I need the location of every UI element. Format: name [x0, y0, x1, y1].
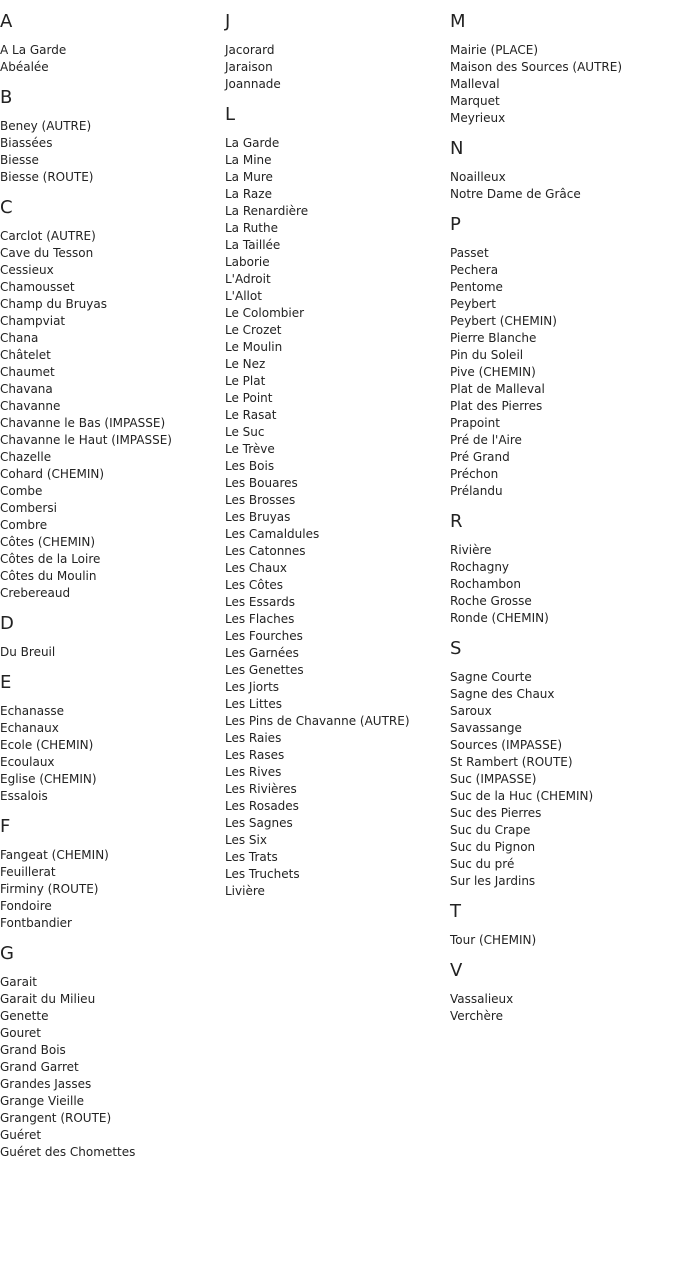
street-link[interactable]: Malleval: [450, 77, 500, 91]
index-section: [450, 137, 665, 203]
street-link[interactable]: Les Pins de Chavanne (AUTRE): [225, 714, 410, 728]
street-link[interactable]: Rochambon: [450, 577, 521, 591]
street-link[interactable]: Rivière: [450, 543, 492, 557]
street-link[interactable]: Le Moulin: [225, 340, 283, 354]
street-link[interactable]: La Garde: [225, 136, 280, 150]
index-column-3: [450, 10, 665, 1035]
street-link[interactable]: Sources (IMPASSE): [450, 738, 563, 752]
street-link[interactable]: Chazelle: [0, 450, 52, 464]
street-list: [0, 703, 215, 805]
street-link[interactable]: Ronde (CHEMIN): [450, 611, 549, 625]
street-link[interactable]: Grand Garret: [0, 1060, 79, 1074]
street-link[interactable]: Biassées: [0, 136, 53, 150]
street-list: [225, 42, 440, 93]
street-link[interactable]: Chaumet: [0, 365, 55, 379]
street-link[interactable]: Echanasse: [0, 704, 64, 718]
street-link[interactable]: Vassalieux: [450, 992, 514, 1006]
street-link[interactable]: Sagne des Chaux: [450, 687, 555, 701]
street-link[interactable]: Grandes Jasses: [0, 1077, 92, 1091]
street-link[interactable]: Ecoulaux: [0, 755, 55, 769]
section-letter-heading: L: [225, 104, 236, 125]
street-link[interactable]: Mairie (PLACE): [450, 43, 539, 57]
index-section: [450, 900, 665, 949]
street-link[interactable]: L'Allot: [225, 289, 262, 303]
street-link[interactable]: Les Bruyas: [225, 510, 291, 524]
street-link[interactable]: Les Rosades: [225, 799, 299, 813]
section-letter-heading: N: [450, 138, 464, 159]
section-letter-heading: J: [225, 11, 231, 32]
section-letter-heading: R: [450, 511, 463, 532]
index-section: [225, 103, 440, 900]
section-letter-heading: F: [0, 816, 11, 837]
street-link[interactable]: Fontbandier: [0, 916, 72, 930]
street-link[interactable]: Joannade: [225, 77, 281, 91]
street-link[interactable]: Pechera: [450, 263, 499, 277]
street-link[interactable]: Combre: [0, 518, 48, 532]
street-link[interactable]: La Ruthe: [225, 221, 278, 235]
section-letter-heading: E: [0, 672, 12, 693]
street-link[interactable]: Grand Bois: [0, 1043, 66, 1057]
street-link[interactable]: Les Trats: [225, 850, 278, 864]
street-list: [0, 118, 215, 186]
street-link[interactable]: Echanaux: [0, 721, 59, 735]
street-link[interactable]: Noailleux: [450, 170, 506, 184]
street-link[interactable]: Jacorard: [225, 43, 275, 57]
street-link[interactable]: Chavanne le Bas (IMPASSE): [0, 416, 166, 430]
street-link[interactable]: Tour (CHEMIN): [450, 933, 537, 947]
street-link[interactable]: Combe: [0, 484, 43, 498]
street-link[interactable]: Beney (AUTRE): [0, 119, 92, 133]
street-link[interactable]: Suc du Pignon: [450, 840, 536, 854]
street-link[interactable]: Les Raies: [225, 731, 282, 745]
street-link[interactable]: Prapoint: [450, 416, 500, 430]
street-link[interactable]: Sagne Courte: [450, 670, 532, 684]
street-link[interactable]: Grangent (ROUTE): [0, 1111, 112, 1125]
street-link[interactable]: Firminy (ROUTE): [0, 882, 99, 896]
street-link[interactable]: La Raze: [225, 187, 272, 201]
street-list: [0, 974, 215, 1161]
street-link[interactable]: Le Crozet: [225, 323, 282, 337]
street-link[interactable]: Suc du Crape: [450, 823, 531, 837]
section-letter-heading: C: [0, 197, 13, 218]
section-letter-heading: A: [0, 11, 13, 32]
street-link[interactable]: Ecole (CHEMIN): [0, 738, 94, 752]
street-link[interactable]: Jaraison: [225, 60, 273, 74]
street-link[interactable]: La Renardière: [225, 204, 309, 218]
section-letter-heading: V: [450, 960, 463, 981]
street-link[interactable]: Les Flaches: [225, 612, 295, 626]
street-link[interactable]: Roche Grosse: [450, 594, 532, 608]
street-list: [450, 932, 665, 949]
street-list: [0, 228, 215, 602]
index-section: [450, 637, 665, 890]
street-link[interactable]: Guéret des Chomettes: [0, 1145, 136, 1159]
street-link[interactable]: Les Littes: [225, 697, 282, 711]
street-link[interactable]: Cave du Tesson: [0, 246, 94, 260]
street-link[interactable]: La Mine: [225, 153, 272, 167]
street-link[interactable]: Savassange: [450, 721, 522, 735]
street-link[interactable]: Livière: [225, 884, 265, 898]
street-link[interactable]: Pré de l'Aire: [450, 433, 522, 447]
street-link[interactable]: Passet: [450, 246, 489, 260]
street-link[interactable]: Grange Vieille: [0, 1094, 85, 1108]
street-link[interactable]: Suc des Pierres: [450, 806, 542, 820]
street-link[interactable]: Meyrieux: [450, 111, 506, 125]
street-link[interactable]: Les Sagnes: [225, 816, 293, 830]
street-link[interactable]: Crebereaud: [0, 586, 71, 600]
street-link[interactable]: Maison des Sources (AUTRE): [450, 60, 623, 74]
street-link[interactable]: Le Nez: [225, 357, 266, 371]
street-link[interactable]: La Taillée: [225, 238, 281, 252]
street-link[interactable]: Les Genettes: [225, 663, 304, 677]
street-link[interactable]: Chavanne le Haut (IMPASSE): [0, 433, 172, 447]
street-link[interactable]: Pin du Soleil: [450, 348, 524, 362]
street-link[interactable]: Pré Grand: [450, 450, 510, 464]
street-list: [450, 991, 665, 1025]
section-letter-heading: G: [0, 943, 14, 964]
street-link[interactable]: Plat des Pierres: [450, 399, 543, 413]
street-link[interactable]: A La Garde: [0, 43, 67, 57]
street-link[interactable]: Les Bois: [225, 459, 275, 473]
street-link[interactable]: Suc du pré: [450, 857, 515, 871]
street-link[interactable]: Suc (IMPASSE): [450, 772, 537, 786]
index-section: [450, 959, 665, 1025]
section-letter-heading: P: [450, 214, 461, 235]
street-link[interactable]: Les Garnées: [225, 646, 299, 660]
street-link[interactable]: Champ du Bruyas: [0, 297, 107, 311]
street-link[interactable]: Combersi: [0, 501, 57, 515]
street-link[interactable]: Suc de la Huc (CHEMIN): [450, 789, 594, 803]
street-link[interactable]: Peybert (CHEMIN): [450, 314, 557, 328]
street-link[interactable]: Garait: [0, 975, 37, 989]
street-link[interactable]: Genette: [0, 1009, 49, 1023]
street-link[interactable]: Les Côtes: [225, 578, 283, 592]
street-link[interactable]: Les Six: [225, 833, 267, 847]
street-link[interactable]: Le Rasat: [225, 408, 277, 422]
street-link[interactable]: Les Camaldules: [225, 527, 320, 541]
index-section: [0, 10, 215, 76]
street-link[interactable]: Guéret: [0, 1128, 42, 1142]
section-letter-heading: D: [0, 613, 14, 634]
street-link[interactable]: L'Adroit: [225, 272, 271, 286]
index-section: [0, 86, 215, 186]
street-link[interactable]: Sur les Jardins: [450, 874, 536, 888]
street-list: [450, 542, 665, 627]
index-section: [225, 10, 440, 93]
street-link[interactable]: Laborie: [225, 255, 270, 269]
street-link[interactable]: Garait du Milieu: [0, 992, 96, 1006]
index-section: [0, 942, 215, 1161]
street-link[interactable]: Pierre Blanche: [450, 331, 537, 345]
street-link[interactable]: Chavana: [0, 382, 53, 396]
street-link[interactable]: Les Truchets: [225, 867, 300, 881]
section-letter-heading: M: [450, 11, 466, 32]
section-letter-heading: T: [450, 901, 461, 922]
street-link[interactable]: Verchère: [450, 1009, 503, 1023]
street-link[interactable]: Le Suc: [225, 425, 265, 439]
street-link[interactable]: Du Breuil: [0, 645, 56, 659]
street-link[interactable]: Rochagny: [450, 560, 510, 574]
street-link[interactable]: Le Plat: [225, 374, 266, 388]
index-section: [0, 671, 215, 805]
street-link[interactable]: Préchon: [450, 467, 499, 481]
index-section: [450, 10, 665, 127]
index-column-2: [225, 10, 440, 910]
street-list: [225, 135, 440, 900]
street-link[interactable]: Gouret: [0, 1026, 42, 1040]
index-section: [450, 213, 665, 500]
street-link[interactable]: Châtelet: [0, 348, 51, 362]
street-link[interactable]: Biesse: [0, 153, 39, 167]
index-section: [0, 612, 215, 661]
street-link[interactable]: Prélandu: [450, 484, 503, 498]
street-link[interactable]: Saroux: [450, 704, 492, 718]
street-link[interactable]: Abéalée: [0, 60, 49, 74]
index-section: [0, 196, 215, 602]
street-link[interactable]: Le Point: [225, 391, 273, 405]
index-column-1: [0, 10, 215, 1171]
street-link[interactable]: Carclot (AUTRE): [0, 229, 96, 243]
street-link[interactable]: Les Fourches: [225, 629, 303, 643]
street-list: [450, 245, 665, 500]
street-link[interactable]: St Rambert (ROUTE): [450, 755, 573, 769]
section-letter-heading: S: [450, 638, 462, 659]
street-link[interactable]: La Mure: [225, 170, 273, 184]
street-link[interactable]: Chavanne: [0, 399, 61, 413]
street-link[interactable]: Les Bouares: [225, 476, 298, 490]
street-link[interactable]: Les Essards: [225, 595, 295, 609]
street-link[interactable]: Marquet: [450, 94, 500, 108]
street-link[interactable]: Côtes de la Loire: [0, 552, 101, 566]
street-link[interactable]: Les Jiorts: [225, 680, 280, 694]
street-list: [0, 847, 215, 932]
street-link[interactable]: Pentome: [450, 280, 503, 294]
street-link[interactable]: Les Brosses: [225, 493, 296, 507]
street-list: [0, 42, 215, 76]
street-link[interactable]: Plat de Malleval: [450, 382, 545, 396]
street-link[interactable]: Fondoire: [0, 899, 52, 913]
street-link[interactable]: Biesse (ROUTE): [0, 170, 94, 184]
street-link[interactable]: Chamousset: [0, 280, 75, 294]
street-link[interactable]: Le Colombier: [225, 306, 305, 320]
street-list: [450, 169, 665, 203]
street-link[interactable]: Côtes (CHEMIN): [0, 535, 96, 549]
street-link[interactable]: Chana: [0, 331, 39, 345]
street-link[interactable]: Les Rivières: [225, 782, 297, 796]
street-link[interactable]: Le Trève: [225, 442, 275, 456]
street-link[interactable]: Cessieux: [0, 263, 54, 277]
street-link[interactable]: Feuillerat: [0, 865, 56, 879]
street-list: [450, 669, 665, 890]
street-link[interactable]: Fangeat (CHEMIN): [0, 848, 109, 862]
street-link[interactable]: Les Rives: [225, 765, 282, 779]
street-list: [450, 42, 665, 127]
index-section: [0, 815, 215, 932]
index-section: [450, 510, 665, 627]
street-link[interactable]: Peybert: [450, 297, 496, 311]
street-link[interactable]: Champviat: [0, 314, 66, 328]
street-link[interactable]: Cohard (CHEMIN): [0, 467, 105, 481]
street-link[interactable]: Les Catonnes: [225, 544, 306, 558]
street-list: [0, 644, 215, 661]
street-link[interactable]: Eglise (CHEMIN): [0, 772, 97, 786]
street-link[interactable]: Notre Dame de Grâce: [450, 187, 581, 201]
street-link[interactable]: Côtes du Moulin: [0, 569, 97, 583]
street-link[interactable]: Essalois: [0, 789, 48, 803]
section-letter-heading: B: [0, 87, 13, 108]
street-link[interactable]: Pive (CHEMIN): [450, 365, 536, 379]
street-link[interactable]: Les Chaux: [225, 561, 287, 575]
street-link[interactable]: Les Rases: [225, 748, 285, 762]
